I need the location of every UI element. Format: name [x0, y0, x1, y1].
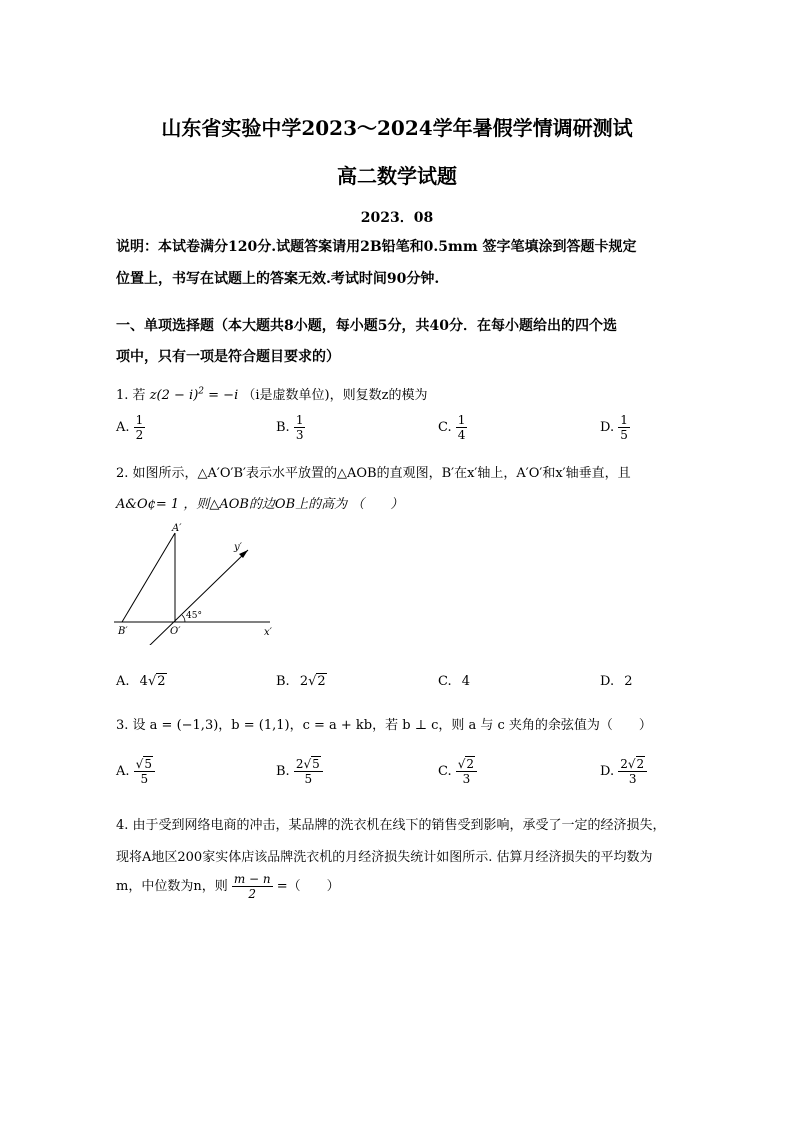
label-y: y′: [234, 542, 242, 553]
question-2-figure: [112, 520, 282, 645]
fraction: $\frac{m - n}{2}$: [233, 872, 271, 901]
question-3-option-b[interactable]: B. $\frac{2√5}{5}$: [276, 757, 323, 786]
y-axis-line: [148, 550, 248, 645]
question-1-option-d[interactable]: D. $\frac{1}{5}$: [600, 413, 628, 442]
fraction: $\frac{√2}{3}$: [456, 757, 477, 786]
option-value: 2: [624, 674, 633, 689]
question-2-option-a[interactable]: A. 4√2: [116, 674, 166, 689]
question-1: [116, 384, 427, 403]
fraction: $\frac{2√2}{3}$: [618, 757, 647, 786]
question-4-line-2: 现将A地区200家实体店该品牌洗衣机的月经济损失统计如图所示. 估算月经济损失的平均数为: [116, 850, 653, 865]
question-1-option-c[interactable]: C. $\frac{1}{4}$: [438, 413, 466, 442]
question-3-line: 3. 设 a = (−1,3)，b = (1,1)，c = a + kb，若 b ⊥ c，则 a 与 c 夹角的余弦值为（ ）: [116, 718, 652, 733]
question-3-option-c[interactable]: C. $\frac{√2}{3}$: [438, 757, 477, 786]
exam-title: 山东省实验中学2023～2024学年暑假学情调研测试: [161, 116, 633, 140]
question-3-option-d[interactable]: D. $\frac{2√2}{3}$: [600, 757, 647, 786]
section-1-heading-line-1: 一、单项选择题（本大题共8小题，每小题5分，共40分．在每小题给出的四个选: [116, 318, 617, 334]
label-b: B′: [118, 626, 128, 637]
question-2-line-1: 2. 如图所示，△A′O′B′表示水平放置的△AOB的直观图，B′在x′轴上，A′O′和x′轴垂直，且: [116, 466, 631, 481]
option-value: 2√2: [299, 674, 326, 689]
fraction: $\frac{1}{2}$: [135, 413, 144, 442]
section-1-heading-line-2: 项中，只有一项是符合题目要求的）: [116, 349, 340, 365]
option-value: 4√2: [139, 674, 166, 689]
question-1-option-b[interactable]: B. $\frac{1}{3}$: [276, 413, 304, 442]
fraction: $\frac{1}{4}$: [457, 413, 466, 442]
question-1-number: 1. 若: [116, 388, 146, 403]
fraction: $\frac{2√5}{5}$: [294, 757, 323, 786]
question-2-option-d[interactable]: D. 2: [600, 674, 633, 689]
label-a: A′: [172, 523, 182, 534]
question-1-formula: $z(2 - i)^2 = -i$: [149, 386, 239, 403]
option-value: 4: [461, 674, 471, 689]
angle-arc: [182, 615, 185, 622]
question-3-option-a[interactable]: A. $\frac{√5}{5}$: [116, 757, 155, 786]
question-4-line-1: 4. 由于受到网络电商的冲击，某品牌的洗衣机在线下的销售受到影响，承受了一定的经济损失，: [116, 818, 666, 833]
question-1-option-a[interactable]: A. $\frac{1}{2}$: [116, 413, 144, 442]
fraction: $\frac{1}{3}$: [295, 413, 304, 442]
label-angle: 45°: [186, 611, 202, 621]
exam-date: 2023．08: [360, 210, 434, 226]
question-4-line-3: m，中位数为n，则 $\frac{m - n}{2}$ =（ ）: [116, 872, 340, 901]
question-2-line-2: A&O¢= 1 ，则△AOB的边OB上的高为 （ ）: [116, 497, 404, 512]
fraction: $\frac{1}{5}$: [620, 413, 628, 442]
fraction: $\frac{√5}{5}$: [134, 757, 155, 786]
segment-a-b: [122, 533, 175, 622]
label-x: x′: [264, 627, 272, 638]
question-2-option-b[interactable]: B. 2√2: [276, 674, 326, 689]
instructions-line-1: 说明：本试卷满分120分.试题答案请用2B铅笔和0.5mm 签字笔填涂到答题卡规定: [116, 239, 637, 255]
question-1-text: （i是虚数单位)，则复数z的模为: [242, 388, 428, 403]
exam-subtitle: 高二数学试题: [337, 164, 457, 188]
label-o: O′: [170, 626, 181, 637]
instructions-line-2: 位置上，书写在试题上的答案无效.考试时间90分钟.: [116, 271, 440, 287]
question-2-option-c[interactable]: C. 4: [438, 674, 471, 689]
